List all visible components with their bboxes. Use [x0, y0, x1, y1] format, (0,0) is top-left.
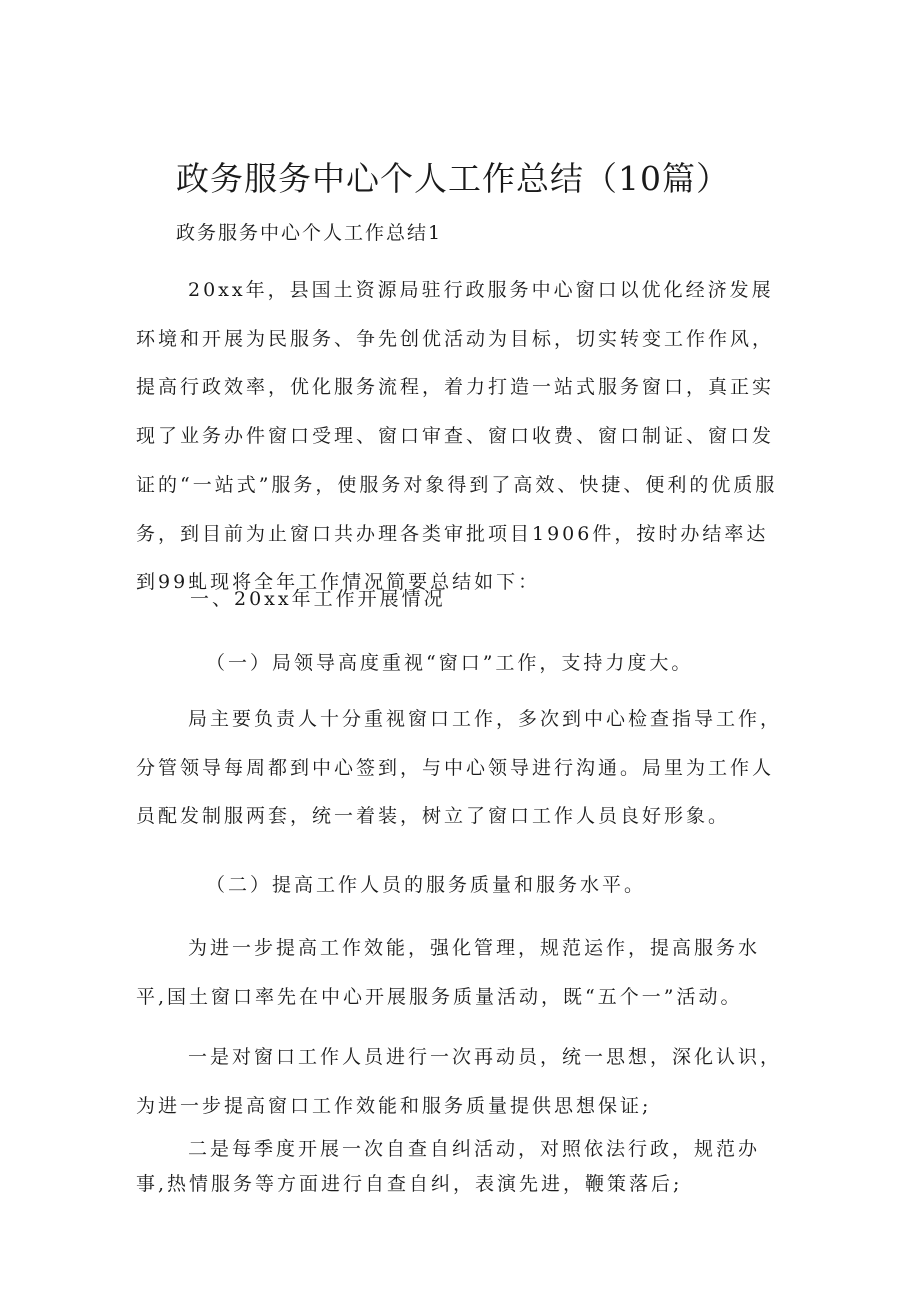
intro-paragraph: 20xx年，县国土资源局驻行政服务中心窗口以优化经济发展环境和开展为民服务、争先创优活动为目标，切实转变工作作风，提高行政效率，优化服务流程，着力打造一站式服务窗口，真正实现了业务办件窗口受理、窗口审查、窗口收费、窗口制证、窗口发证的“一站式”服务，使服务对象得到了高效、快捷、便利的优质服务，到目前为止窗口共办理各类审批项目1906件，按时办结率达到99虬现将全年工作情况简要总结如下： [136, 279, 778, 594]
document-title: 政务服务中心个人工作总结（10篇） [176, 159, 730, 198]
document-subtitle: 政务服务中心个人工作总结1 [176, 222, 443, 244]
subsection-heading-1: （一）局领导高度重视“窗口”工作，支持力度大。 [206, 652, 694, 674]
subsection-body-2: 为进一步提高工作效能，强化管理，规范运作，提高服务水平,国土窗口率先在中心开展服务质量活动，既“五个一”活动。 [136, 937, 761, 1008]
section-heading-1: 一、20xx年工作开展情况 [190, 588, 446, 610]
list-item-1: 一是对窗口工作人员进行一次再动员，统一思想，深化认识，为进一步提高窗口工作效能和服务质量提供思想保证; [136, 1046, 783, 1117]
subsection-body-1: 局主要负责人十分重视窗口工作，多次到中心检查指导工作，分管领导每周都到中心签到，与中心领导进行沟通。局里为工作人员配发制服两套，统一着装，树立了窗口工作人员良好形象。 [136, 708, 783, 828]
list-item-2: 二是每季度开展一次自查自纠活动，对照依法行政，规范办事,热情服务等方面进行自查自纠，表演先进，鞭策落后; [136, 1138, 761, 1195]
subsection-heading-2: （二）提高工作人员的服务质量和服务水平。 [206, 874, 647, 896]
